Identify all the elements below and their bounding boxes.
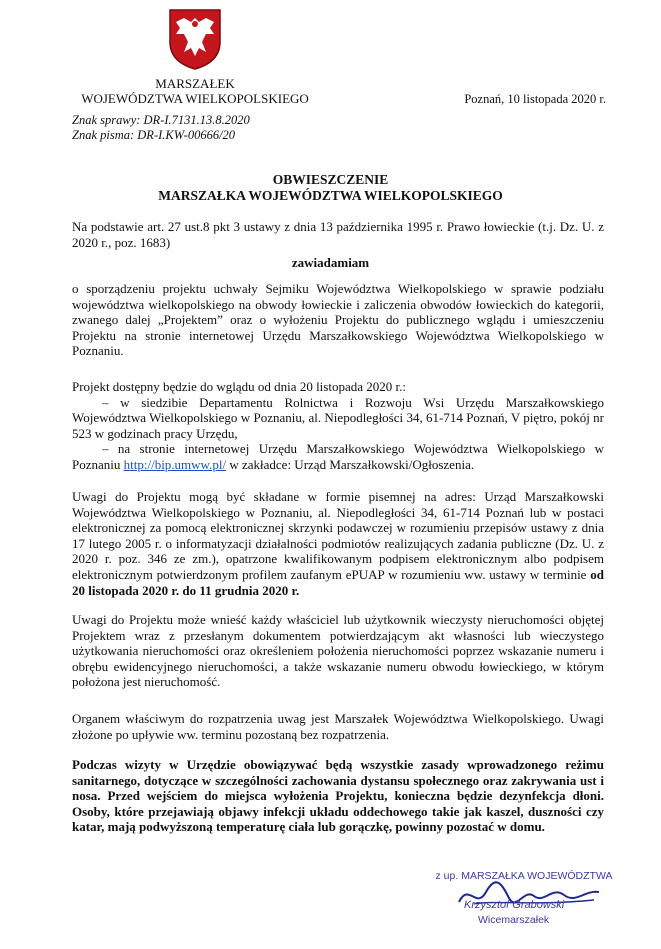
- bip-link[interactable]: http://bip.umww.pl/: [123, 456, 227, 472]
- legal-basis: Na podstawie art. 27 ust.8 pkt 3 ustawy z dnia 13 października 1995 r. Prawo łowieckie (t.j. Dz. U. z 2020 r., poz. 1683): [72, 219, 604, 250]
- paragraph-project-notice: o sporządzeniu projektu uchwały Sejmiku Województwa Wielkopolskiego w sprawie podziału województwa wielkopolskiego na obwody łowieckie i zaliczenia obwodów łowieckich do kategorii, zwanego dalej „Projektem” oraz o wyłożeniu Projektu do publicznego wglądu i umieszczeniu Projektu na stronie internetowej Urzędu Marszałkowskiego Województwa Wielkopolskiego w Poznaniu.: [72, 281, 604, 359]
- office-line2: WOJEWÓDZTWA WIELKOPOLSKIEGO: [81, 91, 309, 106]
- comments-text: Uwagi do Projektu mogą być składane w formie pisemnej na adres: Urząd Marszałkowski Województwa Wielkopolskiego w Poznaniu, al. Niepodległości 34, 61-714 Poznań lub w postaci elektronicznej za pomocą elektronicznej skrzynki podawczej w rozumieniu przepisów ustawy z dnia 17 lutego 2005 r. o informatyzacji działalności podmiotów realizujących zadania publiczne (Dz. U. z 2020 r. poz. 346 ze zm.), opatrzone kwalifikowanym podpisem elektronicznym albo podpisem elektronicznym potwierdzonym profilem zaufanym ePUAP w rozumieniu ww. ustawy w terminie: [72, 489, 604, 582]
- website-text-post: w zakładce: Urząd Marszałkowski/Ogłoszenia.: [226, 456, 475, 472]
- stamp-role: Wicemarszałek: [478, 914, 550, 926]
- place-date: Poznań, 10 listopada 2020 r.: [464, 92, 606, 106]
- letter-number: Znak pisma: DR-I.KW-00666/20: [72, 128, 236, 142]
- office-header: [70, 76, 320, 106]
- website-text-pre: – na stronie internetowej Urzędu Marszałkowskiego Województwa Wielkopolskiego w Poznaniu: [72, 441, 604, 472]
- paragraph-authority: Organem właściwym do rozpatrzenia uwag jest Marszałek Województwa Wielkopolskiego. Uwagi złożone po upływie ww. terminu pozostaną bez rozpatrzenia.: [72, 711, 604, 742]
- comments-deadline: od 20 listopada 2020 r. do 11 grudnia 2020 r.: [72, 566, 604, 598]
- announce-word: zawiadamiam: [291, 255, 370, 270]
- availability-item-website: [72, 441, 604, 472]
- document-title: [0, 172, 661, 204]
- title-line1: OBWIESZCZENIE: [272, 172, 389, 187]
- case-number: Znak sprawy: DR-I.7131.13.8.2020: [72, 113, 250, 127]
- stamp-line1: z up. MARSZAŁKA WOJEWÓDZTWA: [435, 870, 613, 882]
- availability-item-office: – w siedzibie Departamentu Rolnictwa i Rozwoju Wsi Urzędu Marszałkowskiego Województwa Wielkopolskiego w Poznaniu, al. Niepodległości 34, 61-714 Poznań, V piętro, pokój nr 523 w godzinach pracy Urzędu,: [72, 394, 604, 441]
- stamp-name: Krzysztof Grabowski: [464, 899, 565, 911]
- paragraph-availability: [72, 379, 604, 473]
- paragraph-sanitary-rules: Podczas wizyty w Urzędzie obowiązywać będą wszystkie zasady wprowadzonego reżimu sanitarnego, dotyczące w szczególności zachowania dystansu społecznego oraz zakrywania ust i nosa. Przed wejściem do miejsca wyłożenia Projektu, konieczna będzie dezynfekcja dłoni. Osoby, które przejawiają objawy infekcji układu oddechowego takie jak kaszel, duszności czy katar, mają podwyższoną temperaturę ciała lub gorączkę, powinny pozostać w domu.: [72, 757, 604, 835]
- eagle-emblem-icon: [166, 8, 224, 70]
- paragraph-who-may-comment: Uwagi do Projektu może wnieść każdy właściciel lub użytkownik wieczysty nieruchomości objętej Projektem wraz z przesłanym dokumentem potwierdzającym akt własności lub wieczystego użytkowania nieruchomości oraz określeniem położenia nieruchomości poprzez wskazanie numeru i obrębu ewidencyjnego nieruchomości, a także wskazanie numeru obwodu łowieckiego, w którym położona jest nieruchomość.: [72, 612, 604, 690]
- title-line2: MARSZAŁKA WOJEWÓDZTWA WIELKOPOLSKIEGO: [158, 188, 503, 203]
- paragraph-comments: [72, 489, 604, 598]
- office-line1: MARSZAŁEK: [155, 76, 235, 91]
- signature-stamp: [424, 870, 624, 940]
- reference-block: [72, 113, 250, 143]
- availability-intro: Projekt dostępny będzie do wglądu od dnia 20 listopada 2020 r.:: [72, 379, 406, 394]
